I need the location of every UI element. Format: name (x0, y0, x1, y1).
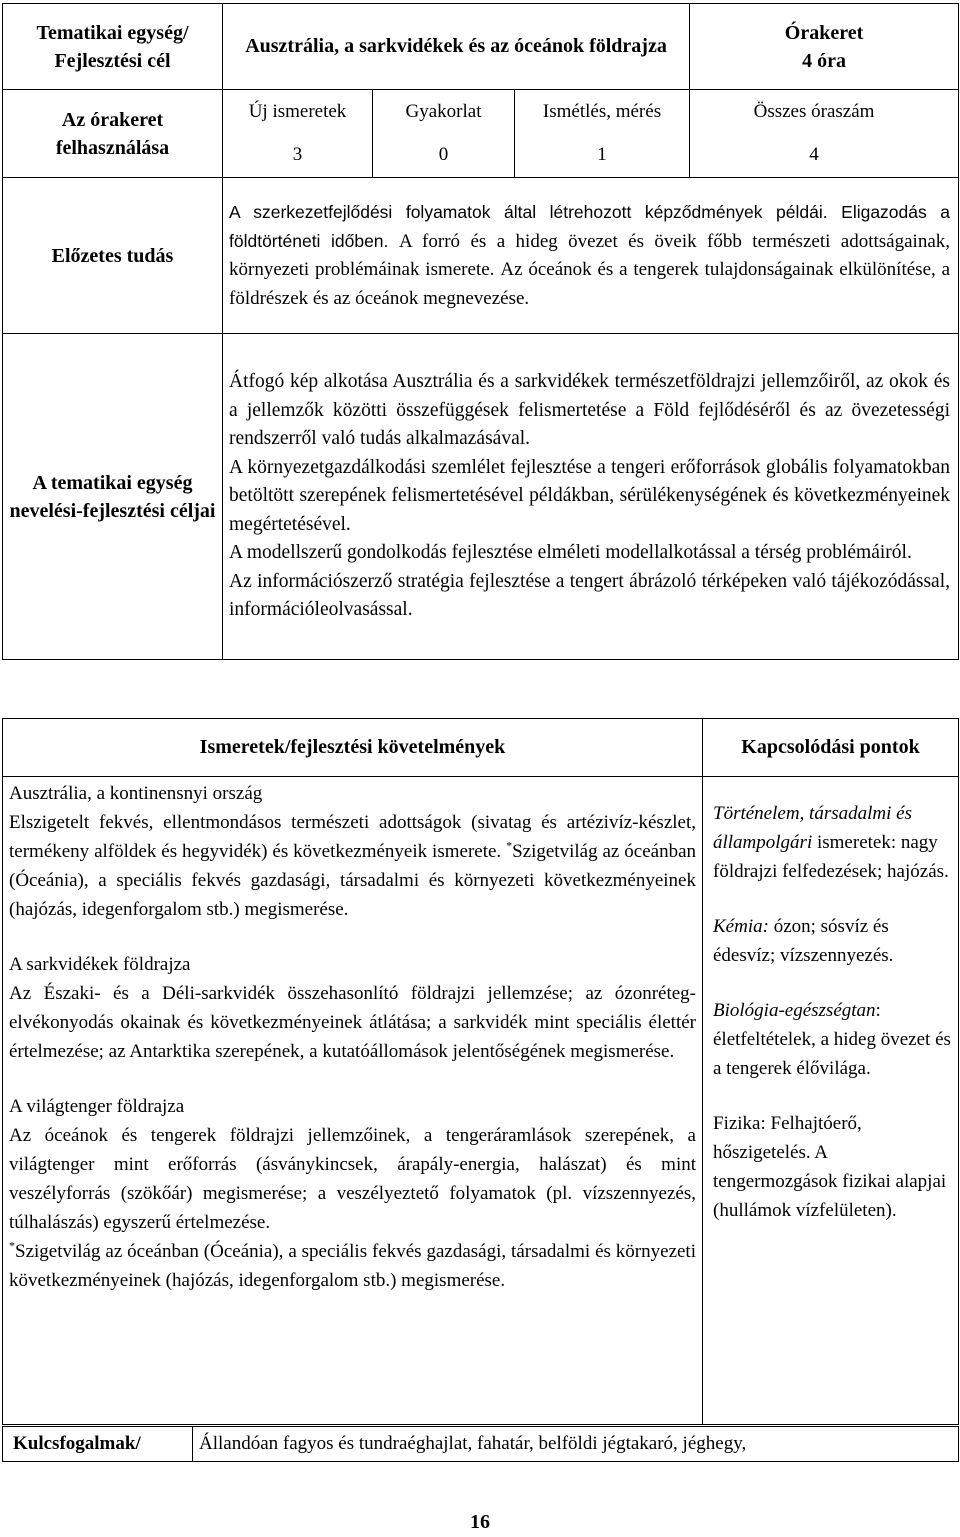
prior-line-1: A szerkezetfejlődési folyamatok által létrehozott képződmények példái. Eligazodás a földtörténeti időben. (229, 202, 951, 251)
usage-col-new: Új ismeretek (223, 90, 373, 134)
section-ocean-text-b (9, 1237, 696, 1295)
connection-biology-subject: Biológia-egészségtan (713, 1000, 876, 1021)
section-australia-text (9, 808, 696, 924)
section-ocean-title: A világtenger földrajza (9, 1096, 185, 1117)
connection-history-subject: Történelem, társadalmi és állampolgári (713, 803, 912, 853)
usage-col-total: Összes óraszám (690, 90, 959, 134)
requirements-body (3, 777, 703, 1425)
usage-val-review: 1 (515, 134, 690, 178)
hours-cell (690, 4, 959, 90)
section-ocean-body: Az óceánok és tengerek földrajzi jellemzőinek, a tengeráramlások szerepének, a világtenger mint erőforrás (ásványkincsek, árapály-energia, halászat) és mint veszélyforrás (szökőár) megismerése; a veszélyeztető folyamatok (pl. vízszennyezés, túlhalászás) egyszerű értelmezése. (9, 1125, 696, 1233)
section-australia-body: Elszigetelt fekvés, ellentmondásos természeti adottságok (sivatag és artézivíz-készlet, termékeny alföldek és hegyvidék) és következményeik ismerete. (9, 812, 696, 862)
prior-line-3: Az óceánok és a tengerek tulajdonságainak elkülönítése, a földrészek és az óceánok megnevezése. (229, 259, 951, 309)
prior-knowledge-text (223, 178, 959, 334)
keywords-label: Kulcsfogalmak/ (3, 1427, 193, 1462)
topic-title: Ausztrália, a sarkvidékek és az óceánok földrajza (223, 4, 690, 90)
section-ocean-body-b: Szigetvilág az óceánban (Óceánia), a speciális fekvés gazdasági, társadalmi és környezeti következményeinek (hajózás, idegenforgalom stb.) megismerése. (9, 1241, 696, 1291)
page-number: 16 (470, 1511, 490, 1533)
goals-paragraph-1: Átfogó kép alkotása Ausztrália és a sarkvidékek természetföldrajzi jellemzőiről, az okok és a jellemzők közötti összefüggések felismertetése a Föld fejlődéséről és az övezetességi rendszerről való tudás alkalmazásával. (229, 371, 951, 450)
goals-paragraph-4: Az információszerző stratégia fejlesztése a tengert ábrázoló térképeken való tájékozódással, információleolvasással. (229, 570, 951, 621)
prior-line-2: A forró és a hideg övezet és öveik főbb természeti adottságainak, környezeti problémáinak ismerete. (229, 230, 951, 280)
usage-val-new: 3 (223, 134, 373, 178)
goals-paragraph-2: A környezetgazdálkodási szemlélet fejlesztése a tengeri erőforrások globális folyamatokban betöltött szerepének felismertetésével példákban, sérülékenységének és következményeinek megértetésével. (229, 456, 951, 535)
asterisk: * (9, 1238, 15, 1253)
section-polar-body: Az Északi- és a Déli-sarkvidék összehasonlító földrajzi jellemzése; az ózonréteg-elvékonyodás okainak és következményeinek átlátása; a sarkvidék mint speciális élettér értelmezése; az Antarktika szerepének, a kutatóállomások jelentőségének megismerése. (9, 983, 696, 1062)
connection-history-text: ismeretek: nagy földrajzi felfedezések; hajózás. (713, 832, 949, 882)
prior-knowledge-label: Előzetes tudás (3, 178, 223, 334)
usage-val-practice: 0 (373, 134, 515, 178)
section-australia-title: Ausztrália, a kontinensnyi ország (9, 783, 263, 804)
connections-body (703, 777, 959, 1425)
keywords-text: Állandóan fagyos és tundraéghajlat, fahatár, belföldi jégtakaró, jéghegy, (193, 1427, 959, 1462)
connection-chemistry (713, 912, 952, 970)
usage-val-total: 4 (690, 134, 959, 178)
connection-physics: Fizika: Felhajtóerő, hőszigetelés. A tengermozgások fizikai alapjai (hullámok vízfelületen). (713, 1113, 947, 1221)
connections-header: Kapcsolódási pontok (703, 719, 959, 777)
hours-value: 4 óra (802, 49, 846, 72)
connection-history (713, 799, 952, 886)
topic-table (2, 3, 959, 660)
usage-label: Az órakeret felhasználása (3, 90, 223, 178)
connection-biology (713, 996, 952, 1083)
section-polar-title: A sarkvidékek földrajza (9, 954, 191, 975)
goals-paragraph-3: A modellszerű gondolkodás fejlesztése elméleti modellalkotással a térség problémáiról. (229, 542, 912, 564)
connection-chemistry-text: ózon; sósvíz és édesvíz; vízszennyezés. (713, 916, 894, 966)
topic-goal-label: Tematikai egység/ Fejlesztési cél (3, 4, 223, 90)
goals-text (223, 334, 959, 660)
requirements-table (2, 718, 959, 1425)
usage-col-review: Ismétlés, mérés (515, 90, 690, 134)
requirements-header: Ismeretek/fejlesztési követelmények (3, 719, 703, 777)
connection-chemistry-subject: Kémia: (713, 916, 769, 937)
goals-label: A tematikai egység nevelési-fejlesztési céljai (3, 334, 223, 660)
connection-biology-text: életfeltételek, a hideg övezet és a tengerek élővilága. (713, 1029, 951, 1079)
asterisk: * (506, 838, 513, 853)
section-australia-body-b: Szigetvilág az óceánban (Óceánia), a speciális fekvés gazdasági, társadalmi és környezeti következményeinek (hajózás, idegenforgalom stb.) megismerése. (9, 841, 697, 920)
connection-biology-colon: : (875, 1000, 881, 1021)
hours-label: Órakeret (784, 21, 864, 44)
keywords-table (2, 1426, 959, 1462)
usage-col-practice: Gyakorlat (373, 90, 515, 134)
